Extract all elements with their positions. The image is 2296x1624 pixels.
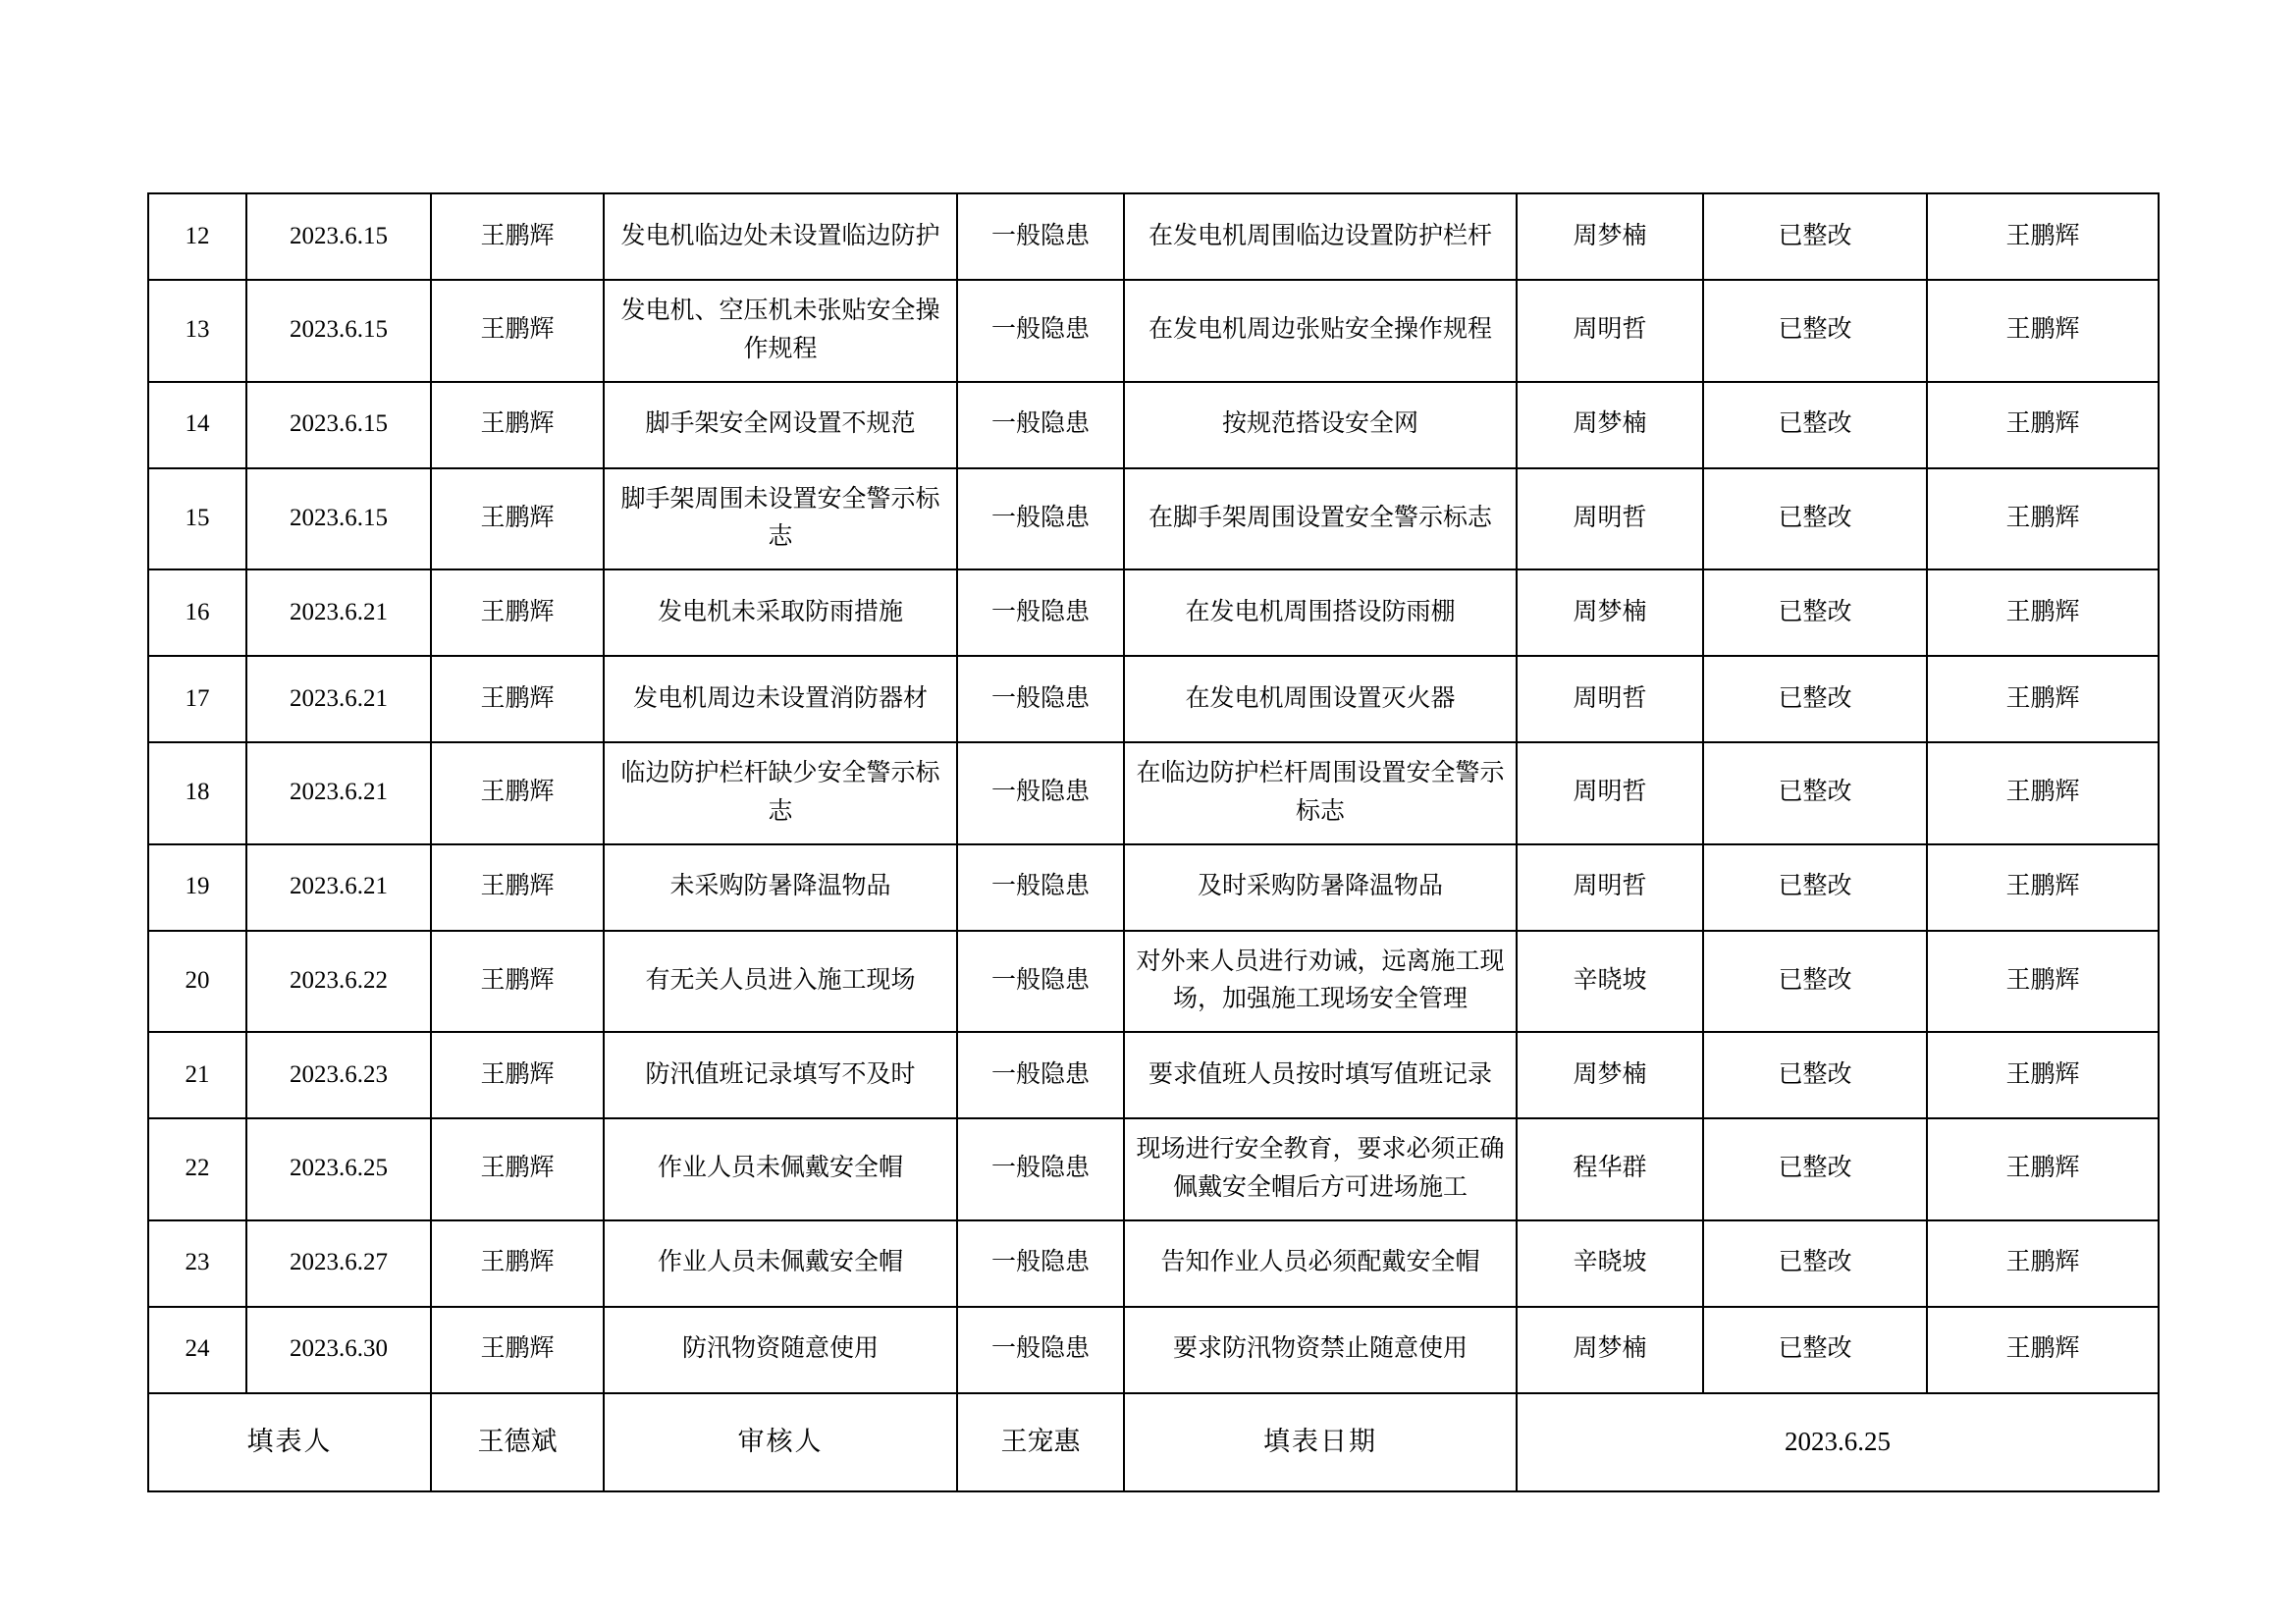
- table-row: [148, 656, 2159, 742]
- filler-value: 王德斌: [431, 1393, 604, 1491]
- cell-checker: 王鹏辉: [431, 382, 604, 468]
- table-row: [148, 468, 2159, 570]
- cell-person: 周明哲: [1517, 844, 1703, 931]
- cell-no: 16: [148, 569, 246, 656]
- cell-measure: 按规范搭设安全网: [1124, 382, 1517, 468]
- cell-person: 程华群: [1517, 1118, 1703, 1220]
- cell-level: 一般隐患: [957, 280, 1124, 382]
- table-row: [148, 1032, 2159, 1118]
- table-footer-row: [148, 1393, 2159, 1491]
- cell-date: 2023.6.23: [246, 1032, 431, 1118]
- form-date-value: 2023.6.25: [1517, 1393, 2159, 1491]
- cell-status: 已整改: [1703, 931, 1927, 1033]
- cell-desc: 临边防护栏杆缺少安全警示标志: [604, 742, 957, 844]
- filler-label: 填表人: [148, 1393, 431, 1491]
- cell-person: 周梦楠: [1517, 1032, 1703, 1118]
- cell-desc: 发电机临边处未设置临边防护: [604, 193, 957, 280]
- cell-level: 一般隐患: [957, 844, 1124, 931]
- cell-checker: 王鹏辉: [431, 742, 604, 844]
- cell-person: 周梦楠: [1517, 569, 1703, 656]
- cell-confirm: 王鹏辉: [1927, 1032, 2159, 1118]
- cell-checker: 王鹏辉: [431, 280, 604, 382]
- cell-date: 2023.6.15: [246, 382, 431, 468]
- cell-measure: 在发电机周边张贴安全操作规程: [1124, 280, 1517, 382]
- cell-level: 一般隐患: [957, 1118, 1124, 1220]
- cell-measure: 要求值班人员按时填写值班记录: [1124, 1032, 1517, 1118]
- cell-level: 一般隐患: [957, 931, 1124, 1033]
- cell-date: 2023.6.25: [246, 1118, 431, 1220]
- reviewer-value: 王宠惠: [957, 1393, 1124, 1491]
- reviewer-label: 审核人: [604, 1393, 957, 1491]
- cell-date: 2023.6.15: [246, 468, 431, 570]
- table-row: [148, 1220, 2159, 1307]
- table-body: [148, 193, 2159, 1491]
- table-row: [148, 742, 2159, 844]
- cell-measure: 告知作业人员必须配戴安全帽: [1124, 1220, 1517, 1307]
- cell-measure: 在发电机周围搭设防雨棚: [1124, 569, 1517, 656]
- cell-level: 一般隐患: [957, 1307, 1124, 1393]
- cell-desc: 有无关人员进入施工现场: [604, 931, 957, 1033]
- cell-checker: 王鹏辉: [431, 656, 604, 742]
- cell-date: 2023.6.21: [246, 844, 431, 931]
- cell-level: 一般隐患: [957, 569, 1124, 656]
- cell-confirm: 王鹏辉: [1927, 931, 2159, 1033]
- cell-confirm: 王鹏辉: [1927, 1118, 2159, 1220]
- cell-person: 辛晓坡: [1517, 931, 1703, 1033]
- cell-measure: 对外来人员进行劝诫，远离施工现场，加强施工现场安全管理: [1124, 931, 1517, 1033]
- cell-status: 已整改: [1703, 742, 1927, 844]
- cell-measure: 及时采购防暑降温物品: [1124, 844, 1517, 931]
- cell-desc: 未采购防暑降温物品: [604, 844, 957, 931]
- cell-level: 一般隐患: [957, 468, 1124, 570]
- table-row: [148, 844, 2159, 931]
- cell-status: 已整改: [1703, 656, 1927, 742]
- cell-date: 2023.6.27: [246, 1220, 431, 1307]
- cell-person: 周明哲: [1517, 656, 1703, 742]
- cell-measure: 在脚手架周围设置安全警示标志: [1124, 468, 1517, 570]
- cell-status: 已整改: [1703, 382, 1927, 468]
- cell-status: 已整改: [1703, 468, 1927, 570]
- cell-desc: 防汛值班记录填写不及时: [604, 1032, 957, 1118]
- table-row: [148, 1118, 2159, 1220]
- table-row: [148, 569, 2159, 656]
- cell-level: 一般隐患: [957, 656, 1124, 742]
- cell-level: 一般隐患: [957, 382, 1124, 468]
- cell-checker: 王鹏辉: [431, 1118, 604, 1220]
- table-row: [148, 280, 2159, 382]
- cell-status: 已整改: [1703, 844, 1927, 931]
- cell-confirm: 王鹏辉: [1927, 656, 2159, 742]
- cell-no: 22: [148, 1118, 246, 1220]
- cell-confirm: 王鹏辉: [1927, 280, 2159, 382]
- cell-no: 12: [148, 193, 246, 280]
- cell-no: 14: [148, 382, 246, 468]
- cell-date: 2023.6.15: [246, 193, 431, 280]
- cell-desc: 发电机周边未设置消防器材: [604, 656, 957, 742]
- cell-status: 已整改: [1703, 280, 1927, 382]
- cell-confirm: 王鹏辉: [1927, 1307, 2159, 1393]
- table-row: [148, 193, 2159, 280]
- cell-confirm: 王鹏辉: [1927, 844, 2159, 931]
- cell-status: 已整改: [1703, 1032, 1927, 1118]
- cell-desc: 脚手架安全网设置不规范: [604, 382, 957, 468]
- cell-measure: 在临边防护栏杆周围设置安全警示标志: [1124, 742, 1517, 844]
- cell-measure: 要求防汛物资禁止随意使用: [1124, 1307, 1517, 1393]
- cell-person: 周明哲: [1517, 280, 1703, 382]
- cell-date: 2023.6.21: [246, 656, 431, 742]
- table-row: [148, 1307, 2159, 1393]
- cell-no: 24: [148, 1307, 246, 1393]
- cell-date: 2023.6.21: [246, 742, 431, 844]
- form-date-label: 填表日期: [1124, 1393, 1517, 1491]
- cell-status: 已整改: [1703, 1220, 1927, 1307]
- cell-checker: 王鹏辉: [431, 931, 604, 1033]
- cell-person: 辛晓坡: [1517, 1220, 1703, 1307]
- cell-checker: 王鹏辉: [431, 1220, 604, 1307]
- cell-confirm: 王鹏辉: [1927, 569, 2159, 656]
- cell-no: 21: [148, 1032, 246, 1118]
- cell-date: 2023.6.30: [246, 1307, 431, 1393]
- cell-level: 一般隐患: [957, 1032, 1124, 1118]
- cell-confirm: 王鹏辉: [1927, 382, 2159, 468]
- cell-desc: 脚手架周围未设置安全警示标志: [604, 468, 957, 570]
- cell-date: 2023.6.15: [246, 280, 431, 382]
- cell-person: 周明哲: [1517, 742, 1703, 844]
- cell-no: 17: [148, 656, 246, 742]
- cell-no: 20: [148, 931, 246, 1033]
- cell-checker: 王鹏辉: [431, 844, 604, 931]
- cell-status: 已整改: [1703, 193, 1927, 280]
- table-row: [148, 931, 2159, 1033]
- cell-person: 周明哲: [1517, 468, 1703, 570]
- cell-status: 已整改: [1703, 1307, 1927, 1393]
- cell-desc: 作业人员未佩戴安全帽: [604, 1220, 957, 1307]
- cell-person: 周梦楠: [1517, 193, 1703, 280]
- cell-measure: 在发电机周围临边设置防护栏杆: [1124, 193, 1517, 280]
- cell-status: 已整改: [1703, 1118, 1927, 1220]
- cell-measure: 在发电机周围设置灭火器: [1124, 656, 1517, 742]
- cell-checker: 王鹏辉: [431, 193, 604, 280]
- cell-confirm: 王鹏辉: [1927, 193, 2159, 280]
- cell-checker: 王鹏辉: [431, 1307, 604, 1393]
- cell-desc: 防汛物资随意使用: [604, 1307, 957, 1393]
- cell-date: 2023.6.22: [246, 931, 431, 1033]
- cell-level: 一般隐患: [957, 193, 1124, 280]
- cell-no: 19: [148, 844, 246, 931]
- cell-desc: 发电机未采取防雨措施: [604, 569, 957, 656]
- hazard-inspection-table: [147, 192, 2160, 1492]
- cell-status: 已整改: [1703, 569, 1927, 656]
- cell-checker: 王鹏辉: [431, 1032, 604, 1118]
- cell-confirm: 王鹏辉: [1927, 468, 2159, 570]
- cell-no: 13: [148, 280, 246, 382]
- cell-no: 18: [148, 742, 246, 844]
- cell-level: 一般隐患: [957, 742, 1124, 844]
- cell-person: 周梦楠: [1517, 1307, 1703, 1393]
- cell-checker: 王鹏辉: [431, 569, 604, 656]
- cell-desc: 作业人员未佩戴安全帽: [604, 1118, 957, 1220]
- cell-confirm: 王鹏辉: [1927, 1220, 2159, 1307]
- cell-date: 2023.6.21: [246, 569, 431, 656]
- table-row: [148, 382, 2159, 468]
- cell-desc: 发电机、空压机未张贴安全操作规程: [604, 280, 957, 382]
- cell-person: 周梦楠: [1517, 382, 1703, 468]
- cell-level: 一般隐患: [957, 1220, 1124, 1307]
- hazard-table-container: [147, 192, 2158, 1492]
- cell-checker: 王鹏辉: [431, 468, 604, 570]
- cell-no: 15: [148, 468, 246, 570]
- cell-measure: 现场进行安全教育，要求必须正确佩戴安全帽后方可进场施工: [1124, 1118, 1517, 1220]
- cell-no: 23: [148, 1220, 246, 1307]
- cell-confirm: 王鹏辉: [1927, 742, 2159, 844]
